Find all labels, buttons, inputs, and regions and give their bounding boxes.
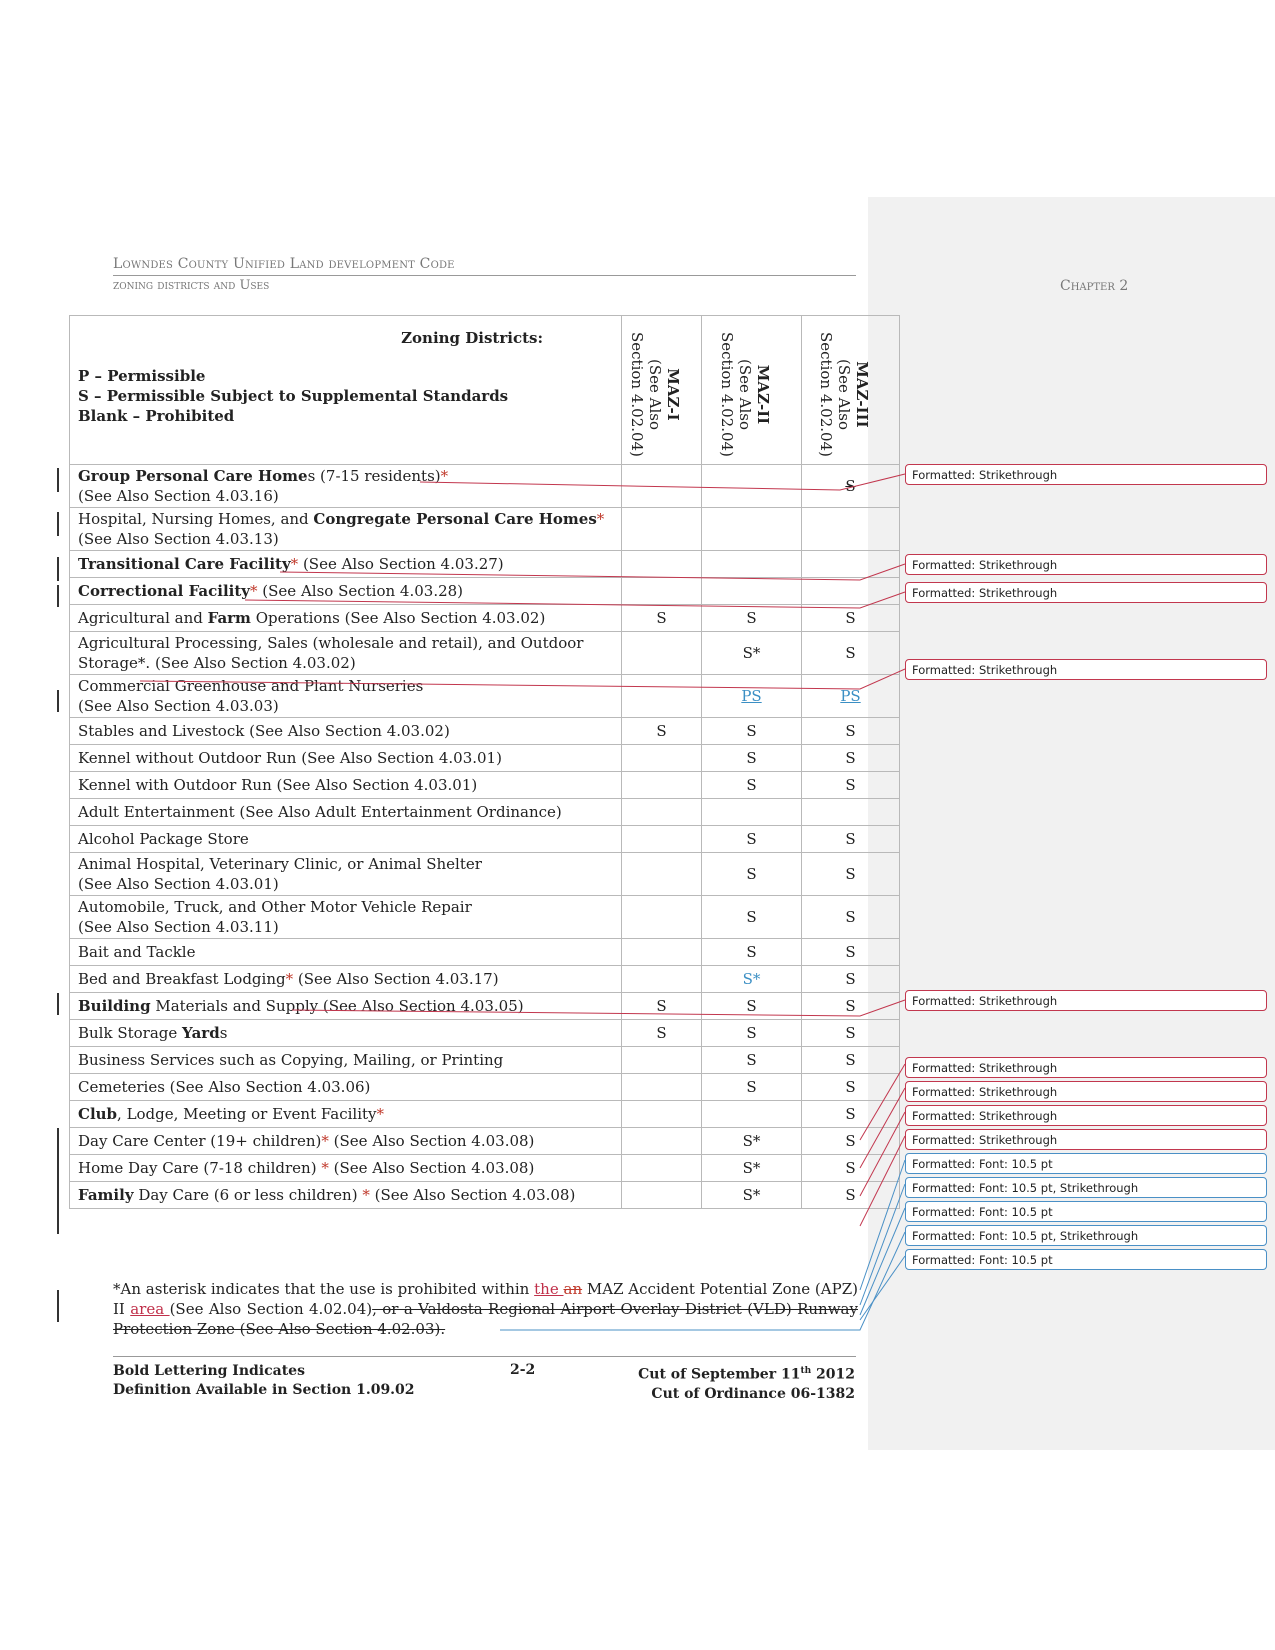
- use-cell: Bed and Breakfast Lodging* (See Also Section 4.03.17): [70, 966, 622, 993]
- column-header-maz-1: MAZ-I (See Also Section 4.02.04): [622, 316, 702, 465]
- use-cell: Bulk Storage Yards: [70, 1020, 622, 1047]
- value-cell-maz3: S: [802, 853, 900, 896]
- use-cell: Commercial Greenhouse and Plant Nurseries (See Also Section 4.03.03): [70, 675, 622, 718]
- comment-balloon[interactable]: Formatted: Strikethrough: [905, 659, 1267, 680]
- footer-right: Cut of September 11th 2012 Cut of Ordinance 06-1382: [638, 1366, 855, 1402]
- value-cell-maz3: S: [802, 1128, 900, 1155]
- value-cell-maz3: S: [802, 632, 900, 675]
- column-header-maz-2: MAZ-II (See Also Section 4.02.04): [702, 316, 802, 465]
- value-cell-maz1: S: [622, 993, 702, 1020]
- value-cell-maz3: S: [802, 1155, 900, 1182]
- value-cell-maz3: S: [802, 993, 900, 1020]
- value-cell-maz2: S: [702, 772, 802, 799]
- use-cell: Family Day Care (6 or less children) * (See Also Section 4.03.08): [70, 1182, 622, 1209]
- value-cell-maz3: S: [802, 745, 900, 772]
- use-cell: Business Services such as Copying, Mailing, or Printing: [70, 1047, 622, 1074]
- table-title: Zoning Districts:: [401, 329, 543, 347]
- value-cell-maz2: S*: [702, 1182, 802, 1209]
- footnote: *An asterisk indicates that the use is prohibited within the an MAZ Accident Potential Zone (APZ) II area (See Also Section 4.02.04), or a Valdosta Regional Airport Overlay District (VLD) Runway Protection Zone (See Also Section 4.02.03).: [113, 1280, 858, 1338]
- value-cell-maz2: S: [702, 939, 802, 966]
- value-cell-maz3: S: [802, 1074, 900, 1101]
- value-cell-maz3: PS: [802, 675, 900, 718]
- value-cell-maz2: S*: [702, 1128, 802, 1155]
- value-cell-maz2: S: [702, 853, 802, 896]
- use-cell: Home Day Care (7-18 children) * (See Also Section 4.03.08): [70, 1155, 622, 1182]
- use-cell: Correctional Facility* (See Also Section 4.03.28): [70, 578, 622, 605]
- value-cell-maz2: S: [702, 718, 802, 745]
- value-cell-maz3: S: [802, 896, 900, 939]
- use-cell: Day Care Center (19+ children)* (See Also Section 4.03.08): [70, 1128, 622, 1155]
- footer-rule: [113, 1356, 856, 1357]
- comment-balloon[interactable]: Formatted: Strikethrough: [905, 990, 1267, 1011]
- value-cell-maz2: S*: [702, 966, 802, 993]
- page-number: 2-2: [510, 1362, 536, 1378]
- use-cell: Stables and Livestock (See Also Section 4.03.02): [70, 718, 622, 745]
- use-cell: Agricultural Processing, Sales (wholesale and retail), and Outdoor Storage*. (See Also Section 4.03.02): [70, 632, 622, 675]
- comment-balloon[interactable]: Formatted: Strikethrough: [905, 1129, 1267, 1150]
- use-cell: Agricultural and Farm Operations (See Also Section 4.03.02): [70, 605, 622, 632]
- value-cell-maz3: S: [802, 939, 900, 966]
- comment-balloon[interactable]: Formatted: Strikethrough: [905, 464, 1267, 485]
- use-cell: Bait and Tackle: [70, 939, 622, 966]
- value-cell-maz3: S: [802, 1047, 900, 1074]
- value-cell-maz2: S: [702, 1047, 802, 1074]
- header-title: Lowndes County Unified Land development Code: [113, 256, 455, 272]
- header-subtitle: zoning districts and Uses: [113, 278, 270, 293]
- value-cell-maz2: S: [702, 896, 802, 939]
- comment-balloon[interactable]: Formatted: Strikethrough: [905, 554, 1267, 575]
- value-cell-maz1: S: [622, 718, 702, 745]
- use-cell: Automobile, Truck, and Other Motor Vehicle Repair (See Also Section 4.03.11): [70, 896, 622, 939]
- value-cell-maz2: S: [702, 745, 802, 772]
- comment-balloon[interactable]: Formatted: Strikethrough: [905, 1105, 1267, 1126]
- value-cell-maz2: S: [702, 1020, 802, 1047]
- value-cell-maz2: S: [702, 1074, 802, 1101]
- column-header-maz-3: MAZ-III (See Also Section 4.02.04): [802, 316, 900, 465]
- legend-item: P – Permissible: [78, 367, 206, 385]
- use-cell: Animal Hospital, Veterinary Clinic, or Animal Shelter (See Also Section 4.03.01): [70, 853, 622, 896]
- comment-balloon[interactable]: Formatted: Font: 10.5 pt: [905, 1201, 1267, 1222]
- comment-balloon[interactable]: Formatted: Font: 10.5 pt: [905, 1153, 1267, 1174]
- value-cell-maz1: S: [622, 605, 702, 632]
- use-cell: Kennel with Outdoor Run (See Also Section 4.03.01): [70, 772, 622, 799]
- value-cell-maz1: S: [622, 1020, 702, 1047]
- use-cell: Hospital, Nursing Homes, and Congregate Personal Care Homes* (See Also Section 4.03.13): [70, 508, 622, 551]
- comment-balloon[interactable]: Formatted: Strikethrough: [905, 1081, 1267, 1102]
- value-cell-maz2: S: [702, 826, 802, 853]
- use-cell: Adult Entertainment (See Also Adult Entertainment Ordinance): [70, 799, 622, 826]
- value-cell-maz3: S: [802, 966, 900, 993]
- value-cell-maz3: S: [802, 772, 900, 799]
- use-cell: Alcohol Package Store: [70, 826, 622, 853]
- comment-balloon[interactable]: Formatted: Strikethrough: [905, 1057, 1267, 1078]
- value-cell-maz3: S: [802, 1182, 900, 1209]
- value-cell-maz3: S: [802, 1101, 900, 1128]
- use-cell: Transitional Care Facility* (See Also Section 4.03.27): [70, 551, 622, 578]
- value-cell-maz3: S: [802, 465, 900, 508]
- value-cell-maz2: S*: [702, 632, 802, 675]
- use-cell: Building Materials and Supply (See Also Section 4.03.05): [70, 993, 622, 1020]
- comment-balloon[interactable]: Formatted: Strikethrough: [905, 582, 1267, 603]
- comment-balloon[interactable]: Formatted: Font: 10.5 pt, Strikethrough: [905, 1225, 1267, 1246]
- value-cell-maz2: S: [702, 605, 802, 632]
- comment-balloon[interactable]: Formatted: Font: 10.5 pt, Strikethrough: [905, 1177, 1267, 1198]
- value-cell-maz3: S: [802, 1020, 900, 1047]
- use-cell: Club, Lodge, Meeting or Event Facility*: [70, 1101, 622, 1128]
- use-cell: Cemeteries (See Also Section 4.03.06): [70, 1074, 622, 1101]
- legend-item: Blank – Prohibited: [78, 407, 235, 425]
- comment-balloon[interactable]: Formatted: Font: 10.5 pt: [905, 1249, 1267, 1270]
- value-cell-maz2: PS: [702, 675, 802, 718]
- use-cell: Kennel without Outdoor Run (See Also Section 4.03.01): [70, 745, 622, 772]
- value-cell-maz2: S*: [702, 1155, 802, 1182]
- chapter-label: Chapter 2: [1060, 278, 1129, 294]
- use-cell: Group Personal Care Homes (7-15 residents)* (See Also Section 4.03.16): [70, 465, 622, 508]
- value-cell-maz3: S: [802, 605, 900, 632]
- legend-item: S – Permissible Subject to Supplemental Standards: [78, 387, 509, 405]
- value-cell-maz2: S: [702, 993, 802, 1020]
- value-cell-maz3: S: [802, 718, 900, 745]
- value-cell-maz3: S: [802, 826, 900, 853]
- footer-left: Bold Lettering Indicates Definition Available in Section 1.09.02: [113, 1363, 415, 1398]
